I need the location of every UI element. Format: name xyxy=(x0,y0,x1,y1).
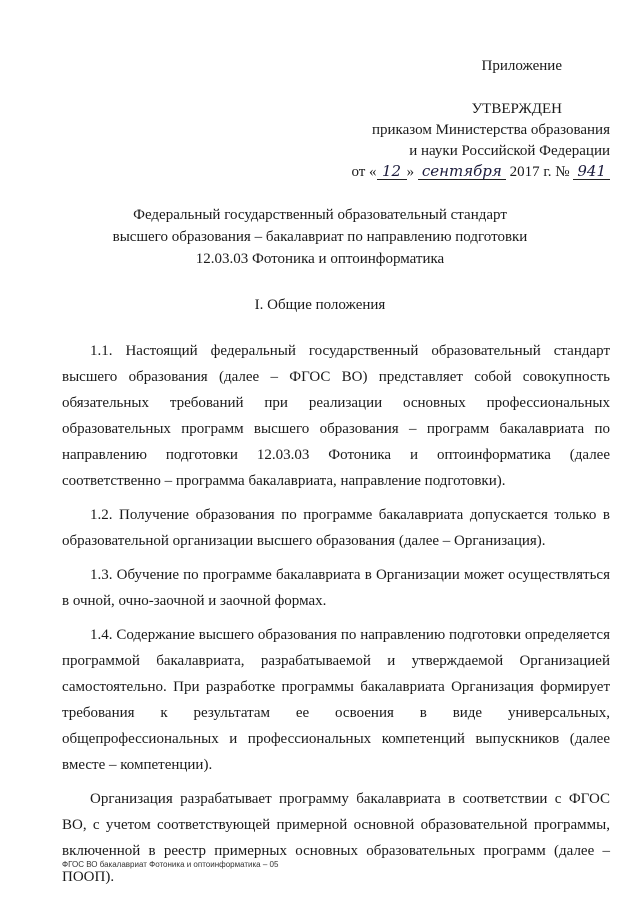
paragraph-1-2: 1.2. Получение образования по программе бакалавриата допускается только в образовательной организации высшего образования (далее – Организация). xyxy=(62,507,610,549)
appendix-label: Приложение xyxy=(481,58,562,74)
date-prefix: от « xyxy=(351,164,377,180)
title-line-1: Федеральный государственный образовательный стандарт xyxy=(133,207,507,223)
title-line-2: высшего образования – бакалавриат по направлению подготовки xyxy=(112,229,528,245)
page-footer: ФГОС ВО бакалавриат Фотоника и оптоинформатика – 05 xyxy=(62,860,279,869)
document-title xyxy=(60,204,580,270)
section-heading: I. Общие положения xyxy=(254,297,386,313)
paragraph-organization: Организация разрабатывает программу бакалавриата в соответствии с ФГОС ВО, с учетом соответствующей примерной основной образовательной программы, включенной в реестр примерных основных образовательных программ (далее – ПООП). xyxy=(62,791,610,885)
approved-label: УТВЕРЖДЕН xyxy=(471,101,562,117)
paragraph-1-4: 1.4. Содержание высшего образования по направлению подготовки определяется программой бакалавриата, разрабатываемой и утверждаемой Организацией самостоятельно. При разработке программы бакалавриата Организация формирует требования к результатам ее освоения в виде универсальных, общепрофессиональных и профессиональных компетенций выпускников (далее вместе – компетенции). xyxy=(62,627,610,773)
document-body xyxy=(62,338,610,898)
handwritten-month: сентября xyxy=(418,163,506,180)
order-line-1: приказом Министерства образования xyxy=(372,122,610,138)
paragraph-1-3: 1.3. Обучение по программе бакалавриата в Организации может осуществляться в очной, очно-заочной и заочной формах. xyxy=(62,567,610,609)
paragraph-1-1: 1.1. Настоящий федеральный государственный образовательный стандарт высшего образования (далее – ФГОС ВО) представляет собой совокупность обязательных требований при реализации основных профессиональных образовательных программ высшего образования – программ бакалавриата по направлению подготовки 12.03.03 Фотоника и оптоинформатика (далее соответственно – программа бакалавриата, направление подготовки). xyxy=(62,343,610,489)
approval-block xyxy=(310,56,610,183)
year-suffix: 2017 г. № xyxy=(509,164,570,180)
handwritten-order-number: 941 xyxy=(573,163,610,180)
handwritten-day: 12 xyxy=(377,163,407,180)
day-close: » xyxy=(406,164,415,180)
order-date-line xyxy=(310,162,610,183)
title-line-3: 12.03.03 Фотоника и оптоинформатика xyxy=(195,251,445,267)
order-line-2: и науки Российской Федерации xyxy=(409,143,610,159)
